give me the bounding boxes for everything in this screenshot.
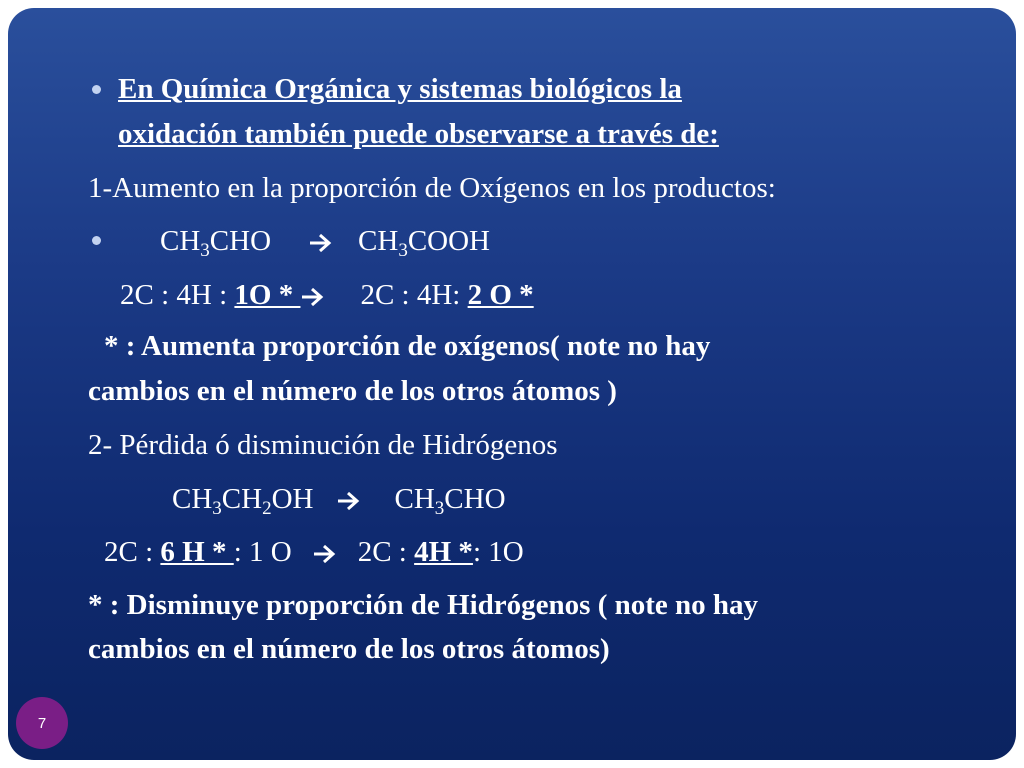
page-number: 7 (37, 714, 47, 732)
bullet-dot-icon (92, 236, 101, 245)
product-1: $CH_3COOH$ (358, 225, 490, 261)
product-2: $CH_3CHO$ (394, 483, 506, 519)
right-arrow-icon (308, 232, 332, 254)
note-1-line-1: * : Aumenta proporción de oxígenos( note no hay (104, 330, 711, 362)
ratio-1: 2C : 4H : 1O * 2C : 4H: 2 O * (120, 279, 534, 311)
ratio-1-right-highlight: 2 O * (467, 279, 534, 311)
note-2-line-1: * : Disminuye proporción de Hidrógenos ( note no hay (88, 589, 759, 621)
bullet-dot-icon (92, 85, 101, 94)
ratio-1-left-highlight: 1O * (234, 279, 301, 311)
right-arrow-icon (312, 543, 336, 565)
reactant-1: $CH_3CHO$ (160, 225, 272, 261)
point-1-title: 1-Aumento en la proporción de Oxígenos en los productos: (88, 172, 776, 204)
ratio-2-left-highlight: 6 H * (160, 536, 234, 568)
note-1-line-2: cambios en el número de los otros átomos ) (88, 375, 617, 407)
note-2-line-2: cambios en el número de los otros átomos) (88, 633, 610, 665)
reactant-2: $CH_3CH_2OH$ (172, 483, 314, 519)
point-2-title: 2- Pérdida ó disminución de Hidrógenos (88, 429, 558, 461)
ratio-2-right-highlight: 4H * (414, 536, 473, 568)
ratio-2: 2C : 6 H * : 1 O 2C : 4H *: 1O (104, 536, 524, 568)
right-arrow-icon (336, 490, 360, 512)
slide-panel (8, 8, 1016, 760)
heading-line-2: oxidación también puede observarse a través de: (118, 118, 719, 150)
heading-line-1: En Química Orgánica y sistemas biológicos la (118, 73, 682, 105)
reaction-2 (172, 482, 506, 519)
page-number-badge (16, 697, 68, 749)
right-arrow-icon (300, 286, 324, 308)
reaction-1 (160, 224, 490, 261)
